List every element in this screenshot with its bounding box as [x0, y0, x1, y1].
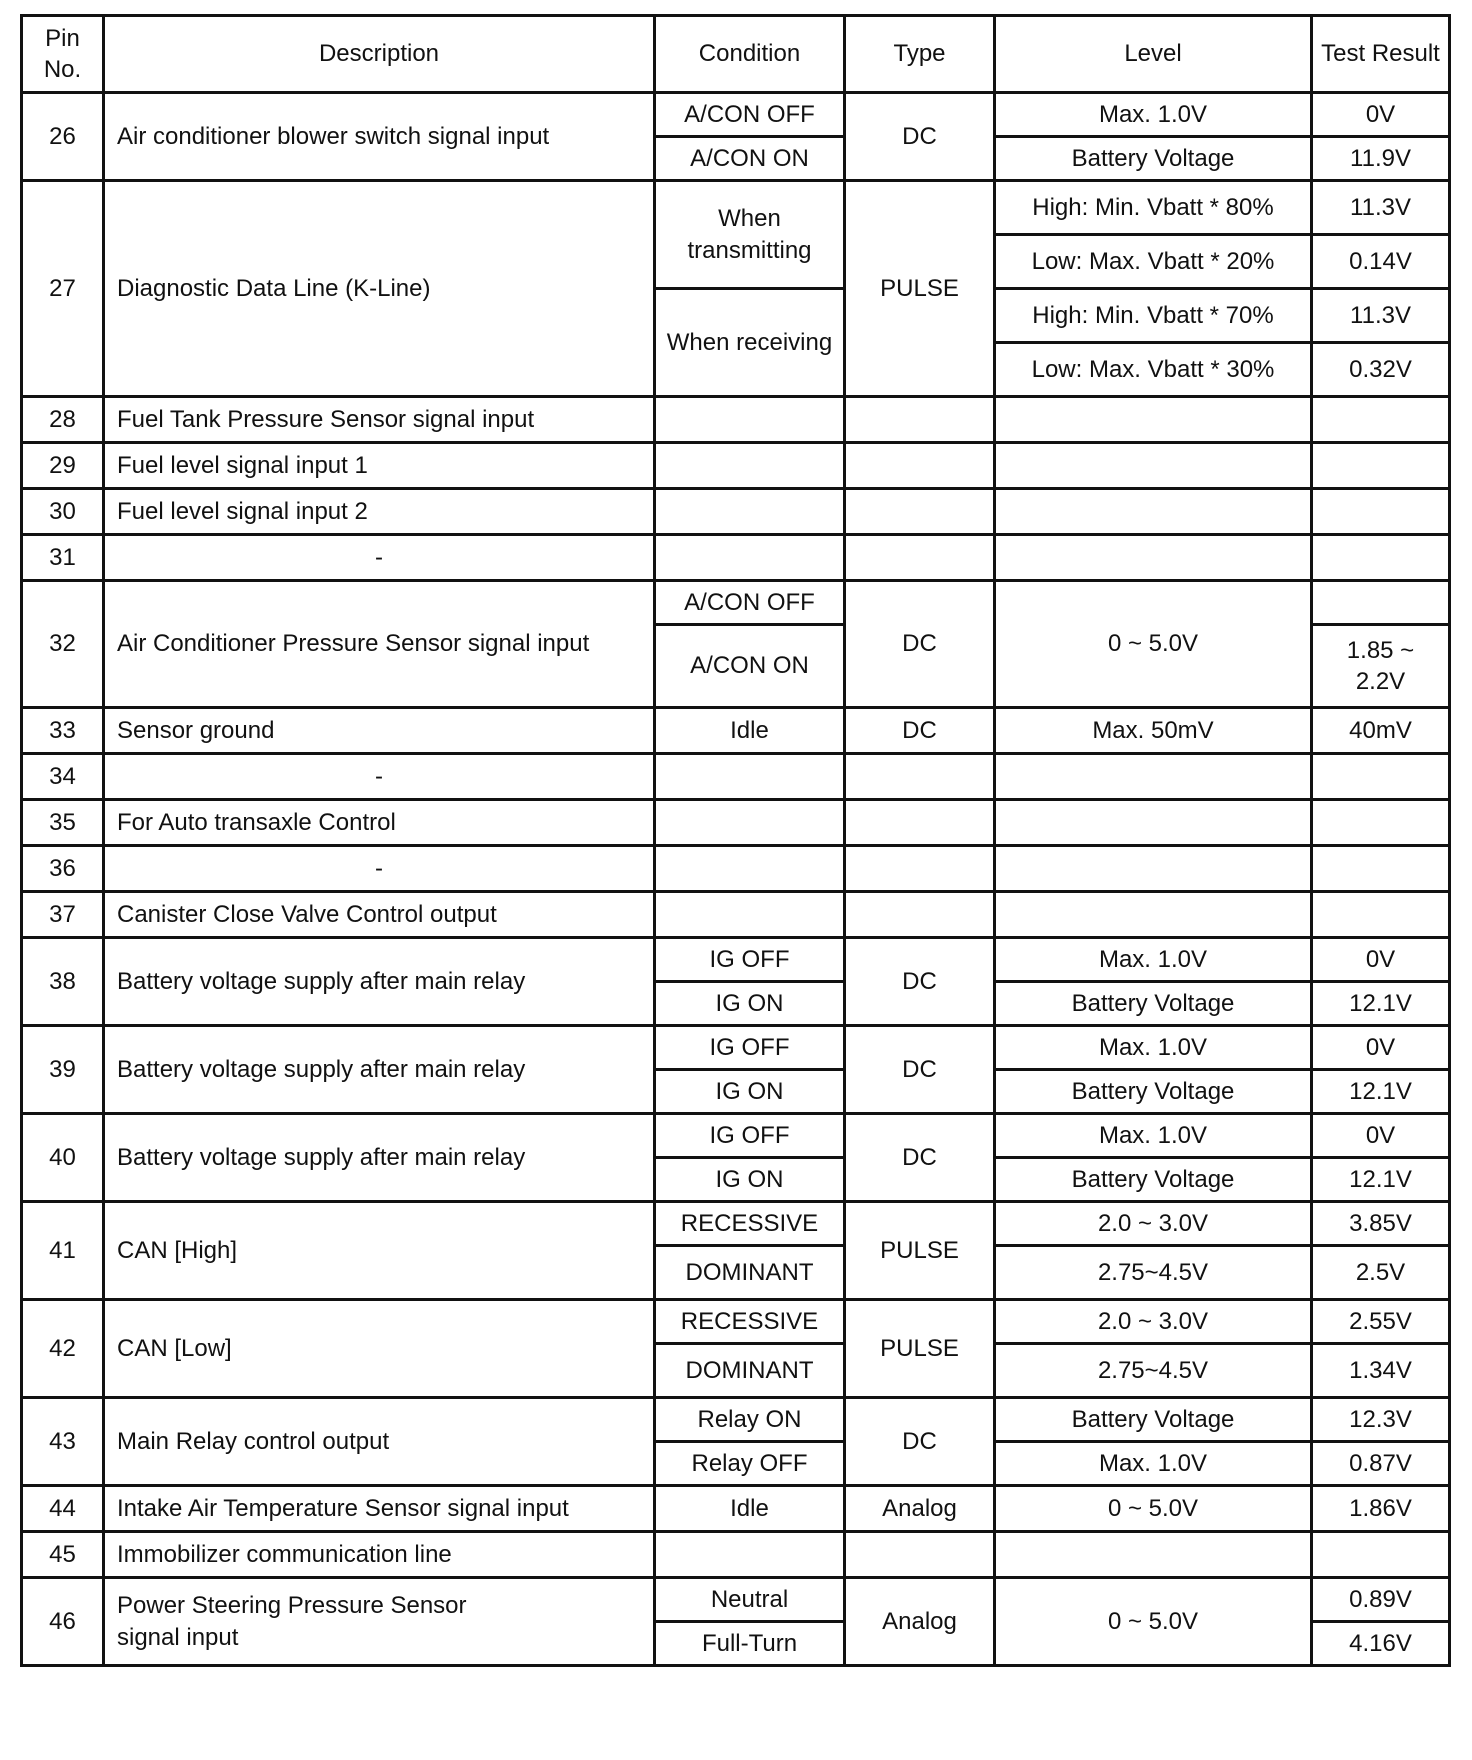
pin-cell: 45: [22, 1532, 104, 1578]
type-cell: DC: [845, 1398, 995, 1486]
level-cell: 2.75~4.5V: [995, 1246, 1312, 1300]
result-cell: 3.85V: [1312, 1202, 1450, 1246]
header-row: [22, 16, 1450, 93]
level-cell: Battery Voltage: [995, 1070, 1312, 1114]
table-row: [22, 846, 1450, 892]
condition-cell: [655, 892, 845, 938]
type-cell: DC: [845, 938, 995, 1026]
result-cell: [1312, 1532, 1450, 1578]
level-cell: High: Min. Vbatt * 80%: [995, 181, 1312, 235]
type-cell: [845, 1532, 995, 1578]
level-cell: Max. 50mV: [995, 708, 1312, 754]
level-cell: Battery Voltage: [995, 137, 1312, 181]
condition-cell: Relay OFF: [655, 1442, 845, 1486]
table-row: [22, 535, 1450, 581]
description-cell: Air Conditioner Pressure Sensor signal input: [104, 581, 655, 708]
type-cell: [845, 754, 995, 800]
description-cell: Battery voltage supply after main relay: [104, 1114, 655, 1202]
level-cell: Low: Max. Vbatt * 30%: [995, 343, 1312, 397]
table-row: [22, 1114, 1450, 1158]
result-cell: [1312, 892, 1450, 938]
type-cell: [845, 800, 995, 846]
result-cell: 12.3V: [1312, 1398, 1450, 1442]
result-cell: 1.86V: [1312, 1486, 1450, 1532]
condition-cell: Idle: [655, 708, 845, 754]
type-cell: DC: [845, 708, 995, 754]
result-cell: [1312, 443, 1450, 489]
type-cell: Analog: [845, 1578, 995, 1666]
result-cell: 1.34V: [1312, 1344, 1450, 1398]
pin-cell: 41: [22, 1202, 104, 1300]
condition-cell: [655, 846, 845, 892]
level-cell: [995, 489, 1312, 535]
description-cell: -: [104, 846, 655, 892]
header-pin: Pin No.: [22, 16, 104, 93]
table-row: [22, 800, 1450, 846]
description-cell: Main Relay control output: [104, 1398, 655, 1486]
table-row: [22, 938, 1450, 982]
level-cell: Low: Max. Vbatt * 20%: [995, 235, 1312, 289]
condition-cell: Idle: [655, 1486, 845, 1532]
table-row: [22, 489, 1450, 535]
condition-cell: IG ON: [655, 982, 845, 1026]
result-cell: 0V: [1312, 1026, 1450, 1070]
level-cell: Battery Voltage: [995, 1158, 1312, 1202]
description-cell: Battery voltage supply after main relay: [104, 938, 655, 1026]
description-cell: Intake Air Temperature Sensor signal input: [104, 1486, 655, 1532]
condition-cell: [655, 800, 845, 846]
level-cell: 2.0 ~ 3.0V: [995, 1202, 1312, 1246]
header-level: Level: [995, 16, 1312, 93]
level-cell: Max. 1.0V: [995, 1442, 1312, 1486]
condition-cell: A/CON ON: [655, 137, 845, 181]
level-cell: Battery Voltage: [995, 1398, 1312, 1442]
type-cell: [845, 397, 995, 443]
result-cell: [1312, 581, 1450, 625]
table-row: [22, 581, 1450, 625]
pin-cell: 40: [22, 1114, 104, 1202]
description-cell: For Auto transaxle Control: [104, 800, 655, 846]
level-cell: High: Min. Vbatt * 70%: [995, 289, 1312, 343]
type-cell: PULSE: [845, 1300, 995, 1398]
type-cell: PULSE: [845, 1202, 995, 1300]
result-cell: [1312, 397, 1450, 443]
result-cell: 0.14V: [1312, 235, 1450, 289]
condition-cell: A/CON OFF: [655, 581, 845, 625]
condition-cell: [655, 443, 845, 489]
type-cell: [845, 892, 995, 938]
level-cell: [995, 397, 1312, 443]
level-cell: Max. 1.0V: [995, 1114, 1312, 1158]
header-type: Type: [845, 16, 995, 93]
level-cell: 2.75~4.5V: [995, 1344, 1312, 1398]
level-cell: Max. 1.0V: [995, 1026, 1312, 1070]
type-cell: DC: [845, 581, 995, 708]
table-row: [22, 892, 1450, 938]
condition-cell: [655, 535, 845, 581]
type-cell: [845, 443, 995, 489]
type-cell: PULSE: [845, 181, 995, 397]
level-cell: [995, 800, 1312, 846]
condition-cell: [655, 754, 845, 800]
result-cell: [1312, 754, 1450, 800]
type-cell: [845, 846, 995, 892]
condition-cell: [655, 1532, 845, 1578]
result-cell: 1.85 ~ 2.2V: [1312, 625, 1450, 708]
result-cell: 11.3V: [1312, 181, 1450, 235]
description-cell: Sensor ground: [104, 708, 655, 754]
pin-cell: 33: [22, 708, 104, 754]
result-cell: 4.16V: [1312, 1622, 1450, 1666]
level-cell: 2.0 ~ 3.0V: [995, 1300, 1312, 1344]
result-cell: 12.1V: [1312, 1158, 1450, 1202]
condition-cell: IG OFF: [655, 938, 845, 982]
table-row: [22, 1578, 1450, 1622]
result-cell: 2.5V: [1312, 1246, 1450, 1300]
level-cell: [995, 1532, 1312, 1578]
type-cell: DC: [845, 93, 995, 181]
level-cell: 0 ~ 5.0V: [995, 1486, 1312, 1532]
pin-cell: 34: [22, 754, 104, 800]
result-cell: 0V: [1312, 93, 1450, 137]
pin-cell: 44: [22, 1486, 104, 1532]
result-cell: 12.1V: [1312, 982, 1450, 1026]
condition-cell: DOMINANT: [655, 1344, 845, 1398]
table-row: [22, 181, 1450, 235]
table-row: [22, 397, 1450, 443]
result-cell: [1312, 800, 1450, 846]
description-cell: CAN [Low]: [104, 1300, 655, 1398]
result-cell: 11.3V: [1312, 289, 1450, 343]
table-row: [22, 443, 1450, 489]
header-result: Test Result: [1312, 16, 1450, 93]
condition-cell: A/CON ON: [655, 625, 845, 708]
result-cell: 0V: [1312, 938, 1450, 982]
level-cell: [995, 535, 1312, 581]
level-cell: [995, 443, 1312, 489]
condition-cell: When transmitting: [655, 181, 845, 289]
table-row: [22, 1398, 1450, 1442]
condition-cell: When receiving: [655, 289, 845, 397]
pin-cell: 35: [22, 800, 104, 846]
description-cell: Canister Close Valve Control output: [104, 892, 655, 938]
description-cell: Battery voltage supply after main relay: [104, 1026, 655, 1114]
result-cell: 0V: [1312, 1114, 1450, 1158]
type-cell: DC: [845, 1026, 995, 1114]
condition-cell: DOMINANT: [655, 1246, 845, 1300]
pin-cell: 31: [22, 535, 104, 581]
condition-cell: A/CON OFF: [655, 93, 845, 137]
pin-cell: 30: [22, 489, 104, 535]
level-cell: Battery Voltage: [995, 982, 1312, 1026]
description-cell: CAN [High]: [104, 1202, 655, 1300]
condition-cell: IG OFF: [655, 1026, 845, 1070]
pin-cell: 38: [22, 938, 104, 1026]
description-cell: Fuel level signal input 2: [104, 489, 655, 535]
pin-cell: 46: [22, 1578, 104, 1666]
condition-cell: IG OFF: [655, 1114, 845, 1158]
condition-cell: Neutral: [655, 1578, 845, 1622]
description-cell: -: [104, 754, 655, 800]
condition-cell: IG ON: [655, 1070, 845, 1114]
description-cell: -: [104, 535, 655, 581]
type-cell: [845, 489, 995, 535]
pin-cell: 26: [22, 93, 104, 181]
condition-cell: Relay ON: [655, 1398, 845, 1442]
level-cell: [995, 754, 1312, 800]
pin-cell: 32: [22, 581, 104, 708]
pin-cell: 29: [22, 443, 104, 489]
description-cell: Immobilizer communication line: [104, 1532, 655, 1578]
condition-cell: RECESSIVE: [655, 1202, 845, 1246]
pin-cell: 43: [22, 1398, 104, 1486]
header-description: Description: [104, 16, 655, 93]
table-row: [22, 1026, 1450, 1070]
condition-cell: [655, 397, 845, 443]
level-cell: [995, 846, 1312, 892]
result-cell: 11.9V: [1312, 137, 1450, 181]
table-row: [22, 754, 1450, 800]
description-cell: Air conditioner blower switch signal input: [104, 93, 655, 181]
table-row: [22, 1202, 1450, 1246]
condition-cell: IG ON: [655, 1158, 845, 1202]
result-cell: [1312, 535, 1450, 581]
header-condition: Condition: [655, 16, 845, 93]
condition-cell: RECESSIVE: [655, 1300, 845, 1344]
result-cell: 0.87V: [1312, 1442, 1450, 1486]
description-cell: Diagnostic Data Line (K-Line): [104, 181, 655, 397]
level-cell: Max. 1.0V: [995, 938, 1312, 982]
condition-cell: Full-Turn: [655, 1622, 845, 1666]
table-row: [22, 708, 1450, 754]
level-cell: 0 ~ 5.0V: [995, 581, 1312, 708]
description-cell: Fuel level signal input 1: [104, 443, 655, 489]
description-cell: Fuel Tank Pressure Sensor signal input: [104, 397, 655, 443]
result-cell: [1312, 846, 1450, 892]
result-cell: 2.55V: [1312, 1300, 1450, 1344]
pin-cell: 27: [22, 181, 104, 397]
pin-cell: 28: [22, 397, 104, 443]
type-cell: Analog: [845, 1486, 995, 1532]
pin-test-table: [20, 14, 1451, 1667]
level-cell: [995, 892, 1312, 938]
result-cell: [1312, 489, 1450, 535]
table-row: [22, 93, 1450, 137]
result-cell: 12.1V: [1312, 1070, 1450, 1114]
table-row: [22, 1300, 1450, 1344]
condition-cell: [655, 489, 845, 535]
result-cell: 0.89V: [1312, 1578, 1450, 1622]
type-cell: DC: [845, 1114, 995, 1202]
description-cell: Power Steering Pressure Sensor signal input: [104, 1578, 655, 1666]
result-cell: 0.32V: [1312, 343, 1450, 397]
pin-cell: 37: [22, 892, 104, 938]
level-cell: Max. 1.0V: [995, 93, 1312, 137]
level-cell: 0 ~ 5.0V: [995, 1578, 1312, 1666]
result-cell: 40mV: [1312, 708, 1450, 754]
table-row: [22, 1486, 1450, 1532]
pin-cell: 39: [22, 1026, 104, 1114]
table-row: [22, 1532, 1450, 1578]
pin-cell: 36: [22, 846, 104, 892]
pin-cell: 42: [22, 1300, 104, 1398]
type-cell: [845, 535, 995, 581]
